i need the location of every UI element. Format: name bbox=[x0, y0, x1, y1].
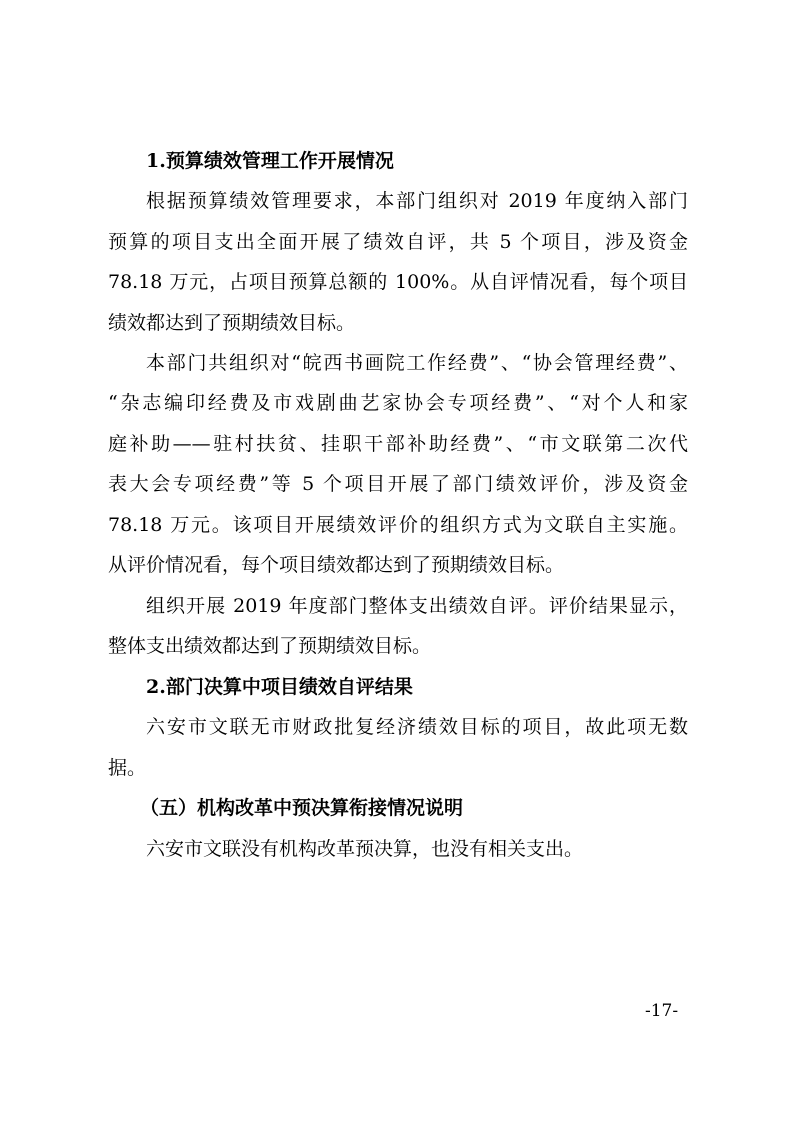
section-heading: （五）机构改革中预决算衔接情况说明 bbox=[140, 797, 464, 819]
paragraph-line: 表大会专项经费”等 5 个项目开展了部门绩效评价，涉及资金 bbox=[108, 473, 688, 495]
paragraph-line: 整体支出绩效都达到了预期绩效目标。 bbox=[108, 635, 432, 657]
paragraph-line: 从评价情况看，每个项目绩效都达到了预期绩效目标。 bbox=[108, 554, 565, 576]
paragraph-line: 本部门共组织对“皖西书画院工作经费”、“协会管理经费”、 bbox=[146, 352, 688, 374]
paragraph-line: 绩效都达到了预期绩效目标。 bbox=[108, 312, 356, 334]
paragraph-line: 庭补助——驻村扶贫、挂职干部补助经费”、“市文联第二次代 bbox=[108, 433, 688, 455]
paragraph-line: 六安市文联没有机构改革预决算，也没有相关支出。 bbox=[146, 838, 584, 860]
section-heading: 1.预算绩效管理工作开展情况 bbox=[146, 150, 394, 172]
paragraph-line: 根据预算绩效管理要求，本部门组织对 2019 年度纳入部门 bbox=[146, 190, 688, 212]
paragraph-line: 预算的项目支出全面开展了绩效自评，共 5 个项目，涉及资金 bbox=[108, 231, 688, 253]
paragraph-line: 78.18 万元。该项目开展绩效评价的组织方式为文联自主实施。 bbox=[108, 514, 688, 536]
paragraph-line: 组织开展 2019 年度部门整体支出绩效自评。评价结果显示， bbox=[146, 595, 688, 617]
paragraph-line: 据。 bbox=[108, 757, 147, 779]
section-heading: 2.部门决算中项目绩效自评结果 bbox=[146, 676, 413, 698]
page-number: -17- bbox=[645, 1001, 679, 1021]
paragraph-line: 78.18 万元，占项目预算总额的 100%。从自评情况看，每个项目 bbox=[108, 271, 688, 293]
paragraph-line: 六安市文联无市财政批复经济绩效目标的项目，故此项无数 bbox=[146, 716, 688, 738]
paragraph-line: “杂志编印经费及市戏剧曲艺家协会专项经费”、“对个人和家 bbox=[108, 392, 688, 414]
